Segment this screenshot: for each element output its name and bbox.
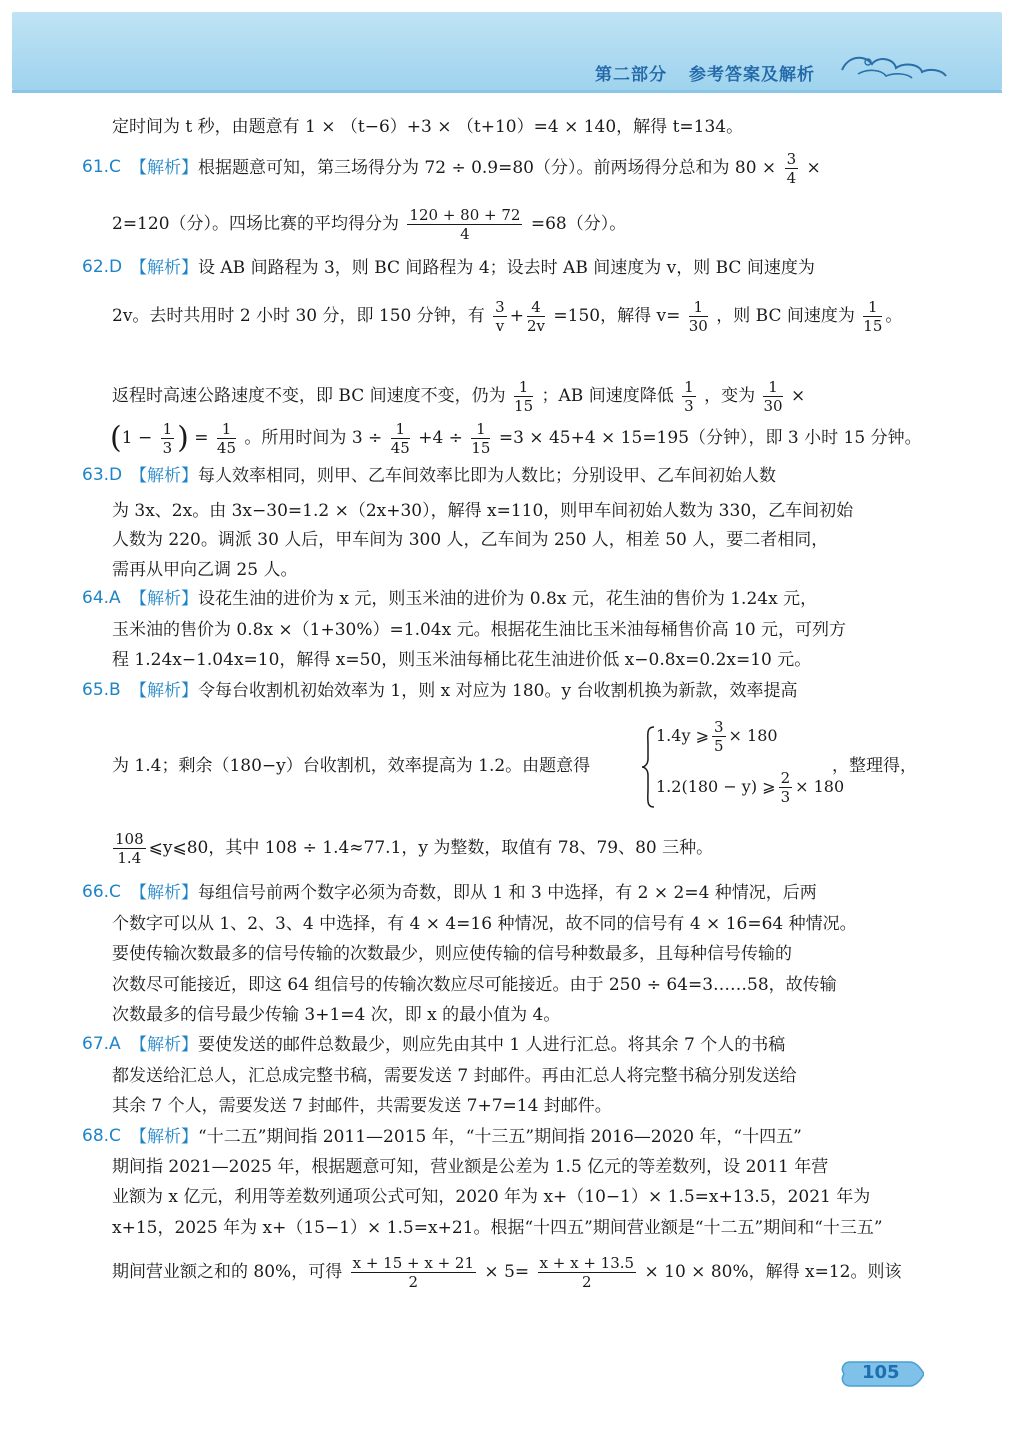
fraction: $\frac{1}{3}$ xyxy=(162,420,173,457)
text-line: 个数字可以从 1、2、3、4 中选择，有 4 × 4=16 种情况，故不同的信号有 4 × 16=64 种情况。 xyxy=(112,914,857,934)
analysis-tag: 【解析】 xyxy=(130,258,198,278)
text-line: 为 1.4；剩余（180−y）台收割机，效率提高为 1.2。由题意得 xyxy=(112,756,591,776)
text-line: x+15，2025 年为 x+（15−1）× 1.5=x+21。根据“十四五”期间营业额是“十二五”期间和“十三五” xyxy=(112,1218,883,1238)
text-line: 其余 7 个人，需要发送 7 封邮件，共需要发送 7+7=14 封邮件。 xyxy=(112,1096,612,1116)
text-line: (1 − $\frac{1}{3}$ ) = $\frac{1}{45}$ 。所用时间为 3 ÷ $\frac{1}{45}$ +4 ÷ $\frac{1}{15}$ =3 × 45+4 × 15=195（分钟），即 3 小时 15 分钟。 xyxy=(110,420,922,457)
text-line: 【解析】令每台收割机初始效率为 1，则 x 对应为 180。y 台收割机换为新款，效率提高 xyxy=(130,681,798,701)
question-number: 63.D xyxy=(82,465,123,485)
text-line: 【解析】设 AB 间路程为 3，则 BC 间路程为 4；设去时 AB 间速度为 v，则 BC 间速度为 xyxy=(130,258,815,278)
question-number: 68.C xyxy=(82,1126,121,1146)
fraction: $\frac{1}{30}$ xyxy=(763,378,783,415)
question-number: 65.B xyxy=(82,680,121,700)
header-section: 第二部分 xyxy=(595,65,667,85)
page-number: 105 xyxy=(862,1362,900,1383)
brace-icon xyxy=(640,725,656,809)
text-line xyxy=(130,148,821,188)
text-line: 期间营业额之和的 80%，可得 $\frac{x + 15 + x + 21}{2}$ × 5= $\frac{x + x + 13.5}{2}$ × 10 × 80%，解得 x=12。则该 xyxy=(112,1254,902,1291)
text-line: 玉米油的售价为 0.8x ×（1+30%）=1.04x 元。根据花生油比玉米油每桶售价高 10 元，可列方 xyxy=(112,620,847,640)
text-line: 次数尽可能接近，即这 64 组信号的传输次数应尽可能接近。由于 250 ÷ 64=3……58，故传输 xyxy=(112,975,837,995)
text-line: 【解析】每人效率相同，则甲、乙车间效率比即为人数比；分别设甲、乙车间初始人数 xyxy=(130,466,776,486)
header-heading: 参考答案及解析 xyxy=(689,65,815,85)
fraction: $\frac{1}{45}$ xyxy=(216,420,237,457)
question-number: 66.C xyxy=(82,882,121,902)
text-line: 程 1.24x−1.04x=10，解得 x=50，则玉米油每桶比花生油进价低 x−0.8x=0.2x=10 元。 xyxy=(112,650,812,670)
text-line: 2v。去时共用时 2 小时 30 分，即 150 分钟，有 $\frac{3}{v}$ + $\frac{4}{2v}$ =150，解得 v= $\frac{1}{30}$ ，则 BC 间速度为 $\frac{1}{15}$ 。 xyxy=(112,298,903,335)
text-line: 人数为 220。调派 30 人后，甲车间为 300 人，乙车间为 250 人，相差 50 人，要二者相同， xyxy=(112,530,829,550)
text-line: 都发送给汇总人，汇总成完整书稿，需要发送 7 封邮件。再由汇总人将完整书稿分别发送给 xyxy=(112,1066,797,1086)
fraction: $\frac{x + 15 + x + 21}{2}$ xyxy=(352,1254,475,1291)
inequality-1: 1.4y ⩾ $\frac{3}{5}$ × 180 xyxy=(656,718,778,755)
inequality-2: 1.2(180 − y) ⩾ $\frac{2}{3}$ × 180 xyxy=(656,769,845,806)
text-line: 为 3x、2x。由 3x−30=1.2 ×（2x+30），解得 x=110，则甲车间初始人数为 330，乙车间初始 xyxy=(112,501,854,521)
text-span: 根据题意可知，第三场得分为 72 ÷ 0.9=80（分）。前两场得分总和为 80 × xyxy=(198,158,777,178)
fraction: $\frac{1}{30}$ xyxy=(688,298,708,335)
fraction: $\frac{3}{4}$ xyxy=(786,150,797,187)
text-line: 返程时高速公路速度不变，即 BC 间速度不变，仍为 $\frac{1}{15}$ ；AB 间速度降低 $\frac{1}{3}$ ，变为 $\frac{1}{30}$ × xyxy=(112,378,806,415)
text-line: 要使传输次数最多的信号传输的次数最少，则应使传输的信号种数最多，且每种信号传输的 xyxy=(112,944,792,964)
text-line: 【解析】要使发送的邮件总数最少，则应先由其中 1 人进行汇总。将其余 7 个人的书稿 xyxy=(130,1035,786,1055)
text-line: ，整理得， xyxy=(832,756,917,776)
question-number: 61.C xyxy=(82,157,121,177)
text-line: 2=120（分）。四场比赛的平均得分为 $\frac{120 + 80 + 72}{4}$ =68（分）。 xyxy=(112,206,627,243)
analysis-tag: 【解析】 xyxy=(130,158,198,178)
fraction: $\frac{x + x + 13.5}{2}$ xyxy=(539,1254,635,1291)
fraction: $\frac{1}{3}$ xyxy=(684,378,694,415)
fraction: $\frac{1}{15}$ xyxy=(514,378,534,415)
question-number: 67.A xyxy=(82,1034,121,1054)
text-line: 需再从甲向乙调 25 人。 xyxy=(112,560,298,580)
fraction: $\frac{1}{45}$ xyxy=(390,420,410,457)
fraction: $\frac{1}{15}$ xyxy=(863,298,883,335)
fraction: $\frac{4}{2v}$ xyxy=(526,298,545,335)
fraction: $\frac{120 + 80 + 72}{4}$ xyxy=(409,206,521,243)
fraction: $\frac{3}{v}$ xyxy=(495,298,505,335)
question-number: 62.D xyxy=(82,257,123,277)
text-line: 业额为 x 亿元，利用等差数列通项公式可知，2020 年为 x+（10−1）× 1.5=x+13.5，2021 年为 xyxy=(112,1187,871,1207)
text-line: 次数最多的信号最少传输 3+1=4 次，即 x 的最小值为 4。 xyxy=(112,1005,561,1025)
question-number: 64.A xyxy=(82,588,121,608)
text-line: $\frac{108}{1.4}$ ⩽y⩽80，其中 108 ÷ 1.4≈77.1，y 为整数，取值有 78、79、80 三种。 xyxy=(115,830,714,867)
text-line: 定时间为 t 秒，由题意有 1 × （t−6）+3 × （t+10）=4 × 140，解得 t=134。 xyxy=(112,117,744,137)
text-span: × xyxy=(806,158,821,178)
fraction: $\frac{1}{15}$ xyxy=(471,420,491,457)
text-line: 【解析】设花生油的进价为 x 元，则玉米油的进价为 0.8x 元，花生油的售价为 1.24x 元， xyxy=(130,589,818,609)
text-line: 期间指 2021—2025 年，根据题意可知，营业额是公差为 1.5 亿元的等差数列，设 2011 年营 xyxy=(112,1157,829,1177)
fraction: $\frac{108}{1.4}$ xyxy=(115,830,144,867)
text-line: 【解析】“十二五”期间指 2011—2015 年，“十三五”期间指 2016—2020 年，“十四五” xyxy=(130,1127,802,1147)
text-line: 【解析】每组信号前两个数字必须为奇数，即从 1 和 3 中选择，有 2 × 2=4 种情况，后两 xyxy=(130,883,817,903)
